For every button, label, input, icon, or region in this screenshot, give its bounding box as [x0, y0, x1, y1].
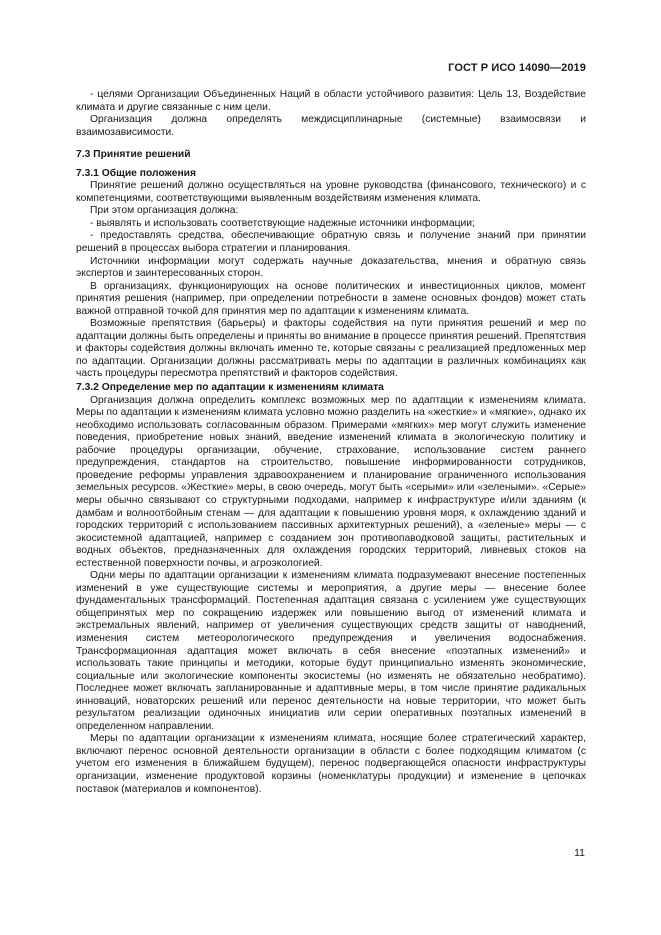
paragraph: Возможные препятствия (барьеры) и факторы содействия на пути принятия решений и мер по адаптации должны быть определены и приняты во внимание в процессе принятия решений. Препятствия и факторы содействия должны включать именно те, которые связаны с реализацией предложенных мер по адаптации. Организации должны рассматривать меры по адаптации в различных комбинациях как часть процедуры пересмотра препятствий и факторов содействия. — [76, 318, 587, 380]
section-heading-7-3-1: 7.3.1 Общие положения — [76, 167, 196, 179]
page-number: 11 — [574, 847, 585, 859]
paragraph: Организация должна определить комплекс возможных мер по адаптации к изменениям климата. Меры по адаптации к изменениям климата условно можно разделить на «жесткие» и «мягкие», однако их необходимо использовать согласованным образом. Примерами «мягких» мер могут служить изменение поведения, приобретение новых знаний, введение изменений климата в экологическую политику и рабочие процедуры организации, обучение, страхование, использование систем раннего предупреждения, стандартов на строительство, повышение информированности сотрудников, проведение реформы управления здравоохранением и планирование ограниченного использования земельных ресурсов. «Жесткие» меры, в свою очередь, могут быть «серыми» или «зелеными». «Серые» меры обычно связывают со структурными подходами, например к инфраструктуре и/или зданиям (к дамбам и волноотбойным стенам — для адаптации к повышению уровня моря, к охлаждению зданий и городских территорий с использованием пассивных архитектурных решений), а «зеленые» меры — с экосистемной адаптацией, например с созданием зон противопаводковой защиты, растительных и водных объектов, предназначенных для охлаждения городских территорий, ливневых стоков на естественной поверхности почвы, и агроэкологией. — [76, 394, 586, 569]
intro-list-item: - целями Организации Объединенных Наций в области устойчивого развития: Цель 13, Воздействие климата и другие связанные с ним цели. — [76, 89, 586, 113]
paragraph: Принятие решений должно осуществляться на уровне руководства (финансового, технического) и с компетенциями, соответствующими выявленным воздействиям изменения климата. — [76, 180, 586, 204]
intro-paragraph: Организация должна определять междисциплинарные (системные) взаимосвязи и взаимозависимости. — [76, 114, 586, 138]
page-content — [76, 89, 586, 796]
section-heading-7-3: 7.3 Принятие решений — [76, 149, 191, 161]
paragraph: Меры по адаптации организации к изменениям климата, носящие более стратегический характер, включают перенос основной деятельности организации в области с более подходящим климатом (с учетом его изменения в ближайшем будущем), перенос подвергающейся опасности инфраструктуры организации, изменение продуктовой корзины (номенклатуры продукции) и изменение в цепочках поставок (материалов и компонентов). — [76, 733, 586, 795]
paragraph: Одни меры по адаптации организации к изменениям климата подразумевают внесение постепенных изменений в уже существующие системы и мероприятия, а другие меры — внесение более фундаментальных трансформаций. Постепенная адаптация связана с усилением уже существующих общепринятых мер по сокращению издержек или повышению выгод от изменений климата и экстремальных явлений, например от увеличения существующих средств защиты от наводнений, изменения систем метеорологического предупреждения и увеличения водоснабжения. Трансформационная адаптация может включать в себя внесение «поэтапных изменений» и использовать такие принципы и методики, которые будут принципиально изменять экономические, социальные или экологические компоненты экосистемы (но изменять не обязательно необратимо). Последнее может включать запланированные и адаптивные меры, в том числе принятие радикальных инноваций, новаторских решений или перенос деятельности на новые территории, что может быть результатом реализации одиночных инициатив или серии оперативных поэтапных изменений в определенном направлении. — [76, 570, 586, 732]
list-item: - выявлять и использовать соответствующие надежные источники информации; — [90, 217, 475, 229]
paragraph: Источники информации могут содержать научные доказательства, мнения и обратную связь экспертов и заинтересованных сторон. — [76, 255, 586, 280]
list-item: - предоставлять средства, обеспечивающие обратную связь и получение знаний при принятии решений в процессах выбора стратегии и планирования. — [76, 230, 586, 255]
document-code: ГОСТ Р ИСО 14090—2019 — [448, 62, 586, 74]
paragraph: При этом организация должна: — [90, 205, 239, 217]
paragraph: В организациях, функционирующих на основе политических и инвестиционных циклов, момент принятия решения (например, при определении потребности в замене основных фондов) может стать важной отправной точкой для принятия мер по адаптации к изменениям климата. — [76, 280, 586, 317]
section-heading-7-3-2: 7.3.2 Определение мер по адаптации к изменениям климата — [76, 382, 384, 394]
